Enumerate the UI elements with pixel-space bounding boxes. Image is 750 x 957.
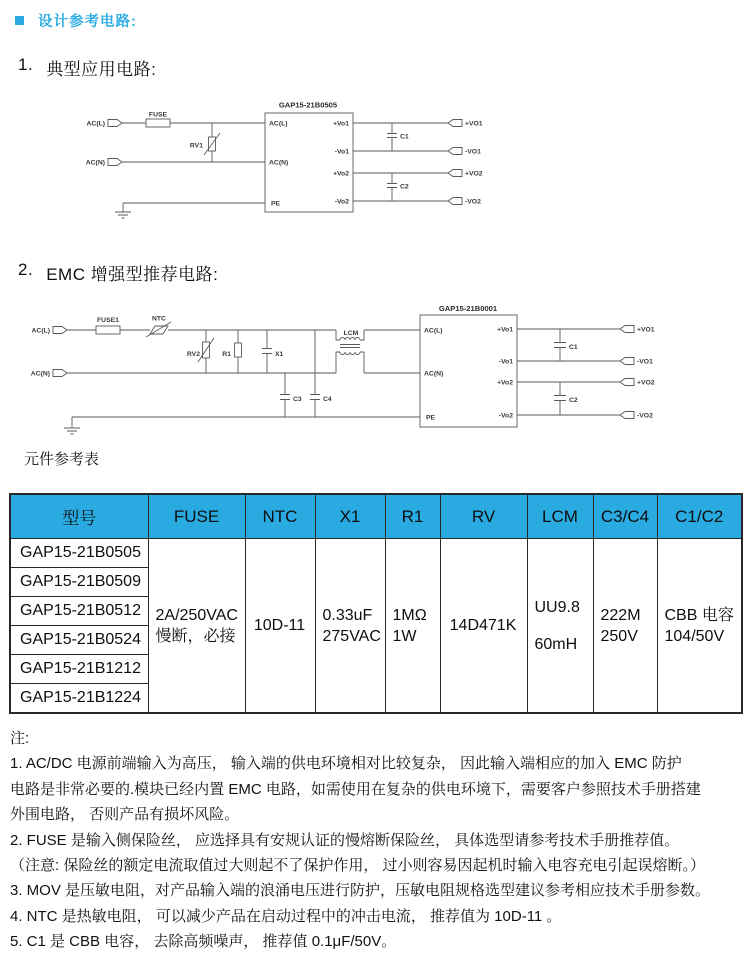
page-title: 设计参考电路: (38, 14, 137, 30)
model-cell: GAP15-21B0512 (10, 597, 148, 626)
svg-text:+VO1: +VO1 (465, 120, 483, 128)
svg-text:C2: C2 (400, 183, 409, 191)
col-header-ntc: NTC (245, 494, 315, 539)
svg-text:-VO2: -VO2 (465, 198, 481, 206)
capacitor-c1-symbol (387, 123, 409, 151)
output-terminal-icon (448, 120, 462, 127)
ac-neutral-input-terminal (86, 159, 122, 167)
pin-acn: AC(N) (269, 159, 289, 167)
model-cell: GAP15-21B1224 (10, 684, 148, 714)
svg-text:C2: C2 (569, 397, 578, 404)
capacitor-c1-symbol (554, 329, 578, 361)
pin-vo2n: -Vo2 (498, 412, 513, 420)
fuse1-symbol (96, 317, 120, 334)
fuse-symbol (146, 112, 170, 128)
module-title: GAP15-21B0505 (278, 100, 338, 110)
col-header-c3c4: C3/C4 (593, 494, 657, 539)
capacitor-x1-symbol (262, 330, 284, 373)
module-title: GAP15-21B0001 (438, 304, 498, 313)
svg-text:C3: C3 (293, 396, 302, 403)
notes (10, 726, 747, 955)
section-1-heading (18, 55, 156, 80)
section-number: 2. (18, 260, 34, 279)
pin-acl: AC(L) (424, 327, 443, 335)
svg-text:AC(N): AC(N) (30, 370, 50, 378)
rv-value-cell: 14D471K (440, 539, 527, 714)
x1-value-cell: 0.33uF 275VAC (315, 539, 385, 714)
svg-text:-VO1: -VO1 (465, 148, 481, 156)
pin-vo1n: -Vo1 (498, 358, 513, 366)
svg-text:+VO2: +VO2 (637, 379, 655, 387)
section-title: EMC 增强型推荐电路: (46, 265, 219, 284)
resistor-r1-symbol (222, 330, 241, 373)
input-terminal-icon (108, 159, 122, 166)
section-2-heading (18, 260, 218, 285)
col-header-fuse: FUSE (148, 494, 245, 539)
bullet-square-icon (15, 16, 24, 25)
output-terminal-icon (620, 326, 634, 333)
col-header-model: 型号 (10, 494, 148, 539)
svg-text:-VO2: -VO2 (637, 412, 653, 420)
col-header-x1: X1 (315, 494, 385, 539)
svg-text:AC(L): AC(L) (86, 120, 105, 128)
col-header-lcm: LCM (527, 494, 593, 539)
pin-vo2n: -Vo2 (334, 198, 349, 206)
note-line: 5. C1 是 CBB 电容， 去除高频噪声， 推荐值 0.1μF/50V。 (10, 933, 397, 951)
output-terminal-icon (448, 148, 462, 155)
table-header-row (10, 494, 742, 539)
note-line: 1. AC/DC 电源前端输入为高压， 输入端的供电环境相对比较复杂， 因此输入端相应的加入 EMC 防护 (10, 755, 682, 773)
output-terminal-icon (448, 170, 462, 177)
lcm-value-cell: UU9.8 60mH (527, 539, 593, 714)
note-line: 电路是非常必要的.模块已经内置 EMC 电路，如需使用在复杂的供电环境下，需要客户参照技术手册搭建 (10, 780, 701, 798)
pin-vo1p: +Vo1 (497, 326, 513, 334)
svg-text:RV1: RV1 (189, 142, 203, 150)
capacitor-c4-symbol (310, 330, 332, 417)
r1-value-cell: 1MΩ 1W (385, 539, 440, 714)
note-line: （注意: 保险丝的额定电流取值过大则起不了保护作用， 过小则容易因起机时输入电容充电引起误熔断。） (10, 857, 706, 875)
doc-header (15, 10, 137, 31)
svg-text:-VO1: -VO1 (637, 358, 653, 366)
pin-vo2p: +Vo2 (497, 379, 513, 387)
model-cell: GAP15-21B0524 (10, 626, 148, 655)
svg-text:+VO1: +VO1 (637, 326, 655, 334)
c3c4-value-cell: 222M 250V (593, 539, 657, 714)
c1c2-value-cell: CBB 电容 104/50V (657, 539, 742, 714)
svg-text:C1: C1 (569, 344, 578, 351)
ntc-value-cell: 10D-11 (245, 539, 315, 714)
component-reference-table (9, 493, 743, 714)
output-terminal-icon (448, 198, 462, 205)
note-line: 2. FUSE 是输入侧保险丝， 应选择具有安规认证的慢熔断保险丝， 具体选型请参考技术手册推荐值。 (10, 831, 680, 849)
output-terminal-icon (620, 358, 634, 365)
input-terminal-icon (108, 120, 122, 127)
model-cell: GAP15-21B0509 (10, 568, 148, 597)
ac-line-input-terminal (32, 327, 68, 335)
fuse-value-cell: 2A/250VAC 慢断，必接 (148, 539, 245, 714)
earth-ground-symbol (115, 203, 265, 218)
col-header-c1c2: C1/C2 (657, 494, 742, 539)
svg-text:LCM: LCM (343, 330, 359, 337)
varistor-rv2-symbol (187, 330, 214, 373)
pin-vo1n: -Vo1 (334, 148, 349, 156)
ac-neutral-input-terminal (31, 370, 67, 378)
svg-text:NTC: NTC (152, 315, 166, 323)
model-cell: GAP15-21B0505 (10, 539, 148, 568)
input-terminal-icon (53, 370, 67, 377)
output-terminal-icon (620, 412, 634, 419)
svg-text:RV2: RV2 (186, 351, 200, 358)
section-title: 典型应用电路: (46, 60, 157, 79)
common-mode-choke-lcm-symbol (336, 330, 420, 373)
col-header-r1: R1 (385, 494, 440, 539)
svg-text:X1: X1 (275, 351, 284, 358)
table-row (10, 539, 742, 568)
note-line: 4. NTC 是热敏电阻， 可以减少产品在启动过程中的冲击电流， 推荐值为 10D-11 。 (10, 907, 562, 925)
col-header-rv: RV (440, 494, 527, 539)
output-terminals (620, 326, 655, 420)
svg-text:FUSE1: FUSE1 (97, 317, 119, 324)
model-cell: GAP15-21B1212 (10, 655, 148, 684)
pin-pe: PE (271, 200, 281, 208)
svg-text:R1: R1 (222, 351, 231, 358)
note-line: 外围电路， 否则产品有损坏风险。 (10, 806, 240, 824)
typical-application-circuit-diagram (0, 90, 750, 236)
pin-vo1p: +Vo1 (333, 120, 349, 128)
emc-enhanced-circuit-diagram (0, 295, 750, 447)
ac-line-input-terminal (87, 120, 123, 128)
ntc-thermistor-symbol (146, 316, 171, 338)
svg-text:C1: C1 (400, 133, 409, 141)
earth-ground-symbol (64, 417, 420, 434)
pin-acl: AC(L) (269, 120, 288, 128)
note-line: 3. MOV 是压敏电阻，对产品输入端的浪涌电压进行防护，压敏电阻规格选型建议参考相应技术手册参数。 (10, 882, 711, 900)
capacitor-c2-symbol (554, 382, 578, 415)
pin-acn: AC(N) (424, 370, 444, 378)
capacitor-c2-symbol (387, 173, 409, 201)
pin-pe: PE (426, 414, 436, 422)
output-terminals (448, 120, 483, 206)
svg-text:AC(N): AC(N) (85, 159, 105, 167)
capacitor-c3-symbol (280, 373, 302, 417)
output-terminal-icon (620, 379, 634, 386)
pin-vo2p: +Vo2 (333, 170, 349, 178)
varistor-rv1-symbol (190, 123, 220, 162)
svg-text:AC(L): AC(L) (31, 327, 50, 335)
svg-text:C4: C4 (323, 396, 332, 403)
notes-title: 注: (10, 730, 30, 747)
input-terminal-icon (53, 327, 67, 334)
table-caption: 元件参考表 (24, 451, 100, 468)
svg-text:+VO2: +VO2 (465, 170, 483, 178)
svg-text:FUSE: FUSE (148, 111, 168, 119)
section-number: 1. (18, 55, 34, 74)
